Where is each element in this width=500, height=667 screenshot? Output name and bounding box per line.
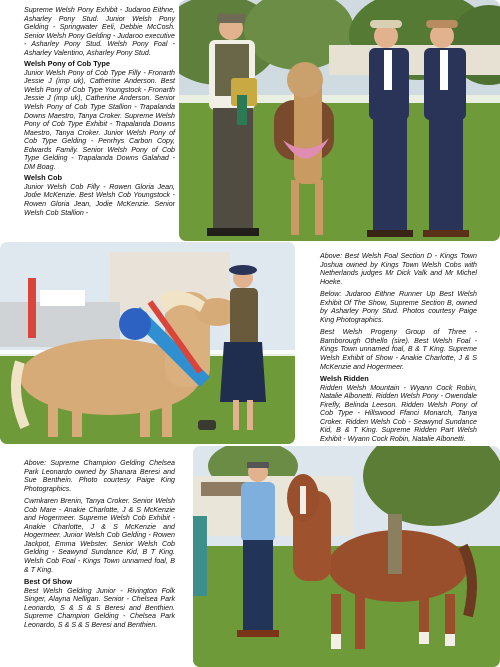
best-of-show-results: Best Welsh Gelding Junior - Rivington Folk Singer, Alayna Nelligan. Senior - Chelsea Park Leonardo, S & S & S Beresi and Benthien. Supreme Champion Gelding - Chelsea Park Leonardo, S & S & S Beresi and Benthien. xyxy=(24,586,175,629)
progeny-results: Best Welsh Progeny Group of Three - Bamborough Othello (sire). Best Welsh Foal - Kings Town unnamed foal, B & T King. Supreme Welsh Exhibit of Show - Anakie Charlotte, J & S McKenzie and Hogermeer. xyxy=(320,328,477,371)
caption-kings-town: Above: Best Welsh Foal Section D - Kings Town Joshua owned by Kings Town Welsh Cobs with Netherlands judges Mr Dick Valk and Mr Michel Hoeke. xyxy=(320,252,477,286)
welsh-ridden-results: Ridden Welsh Mountain - Wyann Cock Robin, Natalie Albonetti. Ridden Welsh Pony - Owendale Firefly, Belinda Leeson. Ridden Welsh Pony of Cob Type - Hillswood Ffanci Monarch, Tanya Croker. Ridden Welsh Cob - Seawynd Sundance Kid, B & T King. Supreme Ridden Part Welsh Exhibit - Wyann Cock Robin, Natalie Albonetti. xyxy=(320,383,477,443)
photo-palomino-pony xyxy=(0,242,295,444)
welsh-cob-results: Junior Welsh Cob Filly - Rowen Gloria Jean, Jodie McKenzie. Best Welsh Cob Youngstock - Rowen Gloria Jean, Jodie McKenzie. Senior Welsh Cob Stallion - xyxy=(24,182,175,217)
cob-type-results: Junior Welsh Pony of Cob Type Filly - Fronarth Jessie J (imp uk), Catherine Anderson. Best Welsh Pony of Cob Type Youngstock - Fronarth Jessie J (imp uk), Catherine Anderson. Senior Welsh Pony of Cob Type Stallion - Trapalanda Downs Maestro, Tanya Croker. Supreme Welsh Pony of Cob Type Exhibit - Trapalanda Downs Maestro, Tanya Croker. Junior Welsh Pony of Cob Type Gelding - Penrhys Carbon Copy, Edwards Family. Senior Welsh Pony of Cob Type Gelding - Trapalanda Downs Galahad - DM Boag. xyxy=(24,68,175,171)
photo-chestnut-horse xyxy=(193,446,500,667)
best-of-show-heading: Best Of Show xyxy=(24,577,73,587)
welsh-cob-heading: Welsh Cob xyxy=(24,173,63,183)
results-column-3 xyxy=(24,459,175,633)
cob-type-heading: Welsh Pony of Cob Type xyxy=(24,59,110,69)
welsh-cob-results-continued: Cwmkaren Brenin, Tanya Croker. Senior Welsh Cob Mare - Anakie Charlotte, J & S McKenzie and Hogermeer. Supreme Welsh Cob Exhibit - Anakie Charlotte, J & S McKenzie and Hogermeer. Junior Welsh Cob Gelding - Rowen Jackpot, Emma Webster. Senior Welsh Cob Gelding - Seawynd Sundance Kid, B T King. Welsh Cob Foal - Kings Town unnamed foal, B & T King. xyxy=(24,497,175,574)
caption-judaroo: Below: Judaroo Eithne Runner Up Best Welsh Exhibit Of The Show, Supreme Section B, owned by Asharley Pony Stud. Photos courtesy Paige King Photographics. xyxy=(320,290,477,324)
photo-presentation xyxy=(179,0,500,241)
chestnut-horse-image xyxy=(193,446,500,667)
supreme-pony-results: Supreme Welsh Pony Exhibit - Judaroo Eithne, Asharley Pony Stud. Junior Welsh Pony Gelding - Springwater Eeli, Debbie McCosh. Senior Welsh Pony Gelding - Judaroo executive - Asharley Pony Stud. Welsh Pony Foal - Asharley Valentino, Asharley Pony Stud. xyxy=(24,6,175,57)
results-column-1 xyxy=(24,6,175,220)
presentation-image xyxy=(179,0,500,241)
results-column-2 xyxy=(320,252,477,447)
caption-chelsea-park: Above: Supreme Champion Gelding Chelsea Park Leonardo owned by Shanara Beresi and Sue Benthein. Photo courtesy Paige King Photographics. xyxy=(24,459,175,493)
welsh-ridden-heading: Welsh Ridden xyxy=(320,374,369,384)
palomino-pony-image xyxy=(0,242,295,444)
